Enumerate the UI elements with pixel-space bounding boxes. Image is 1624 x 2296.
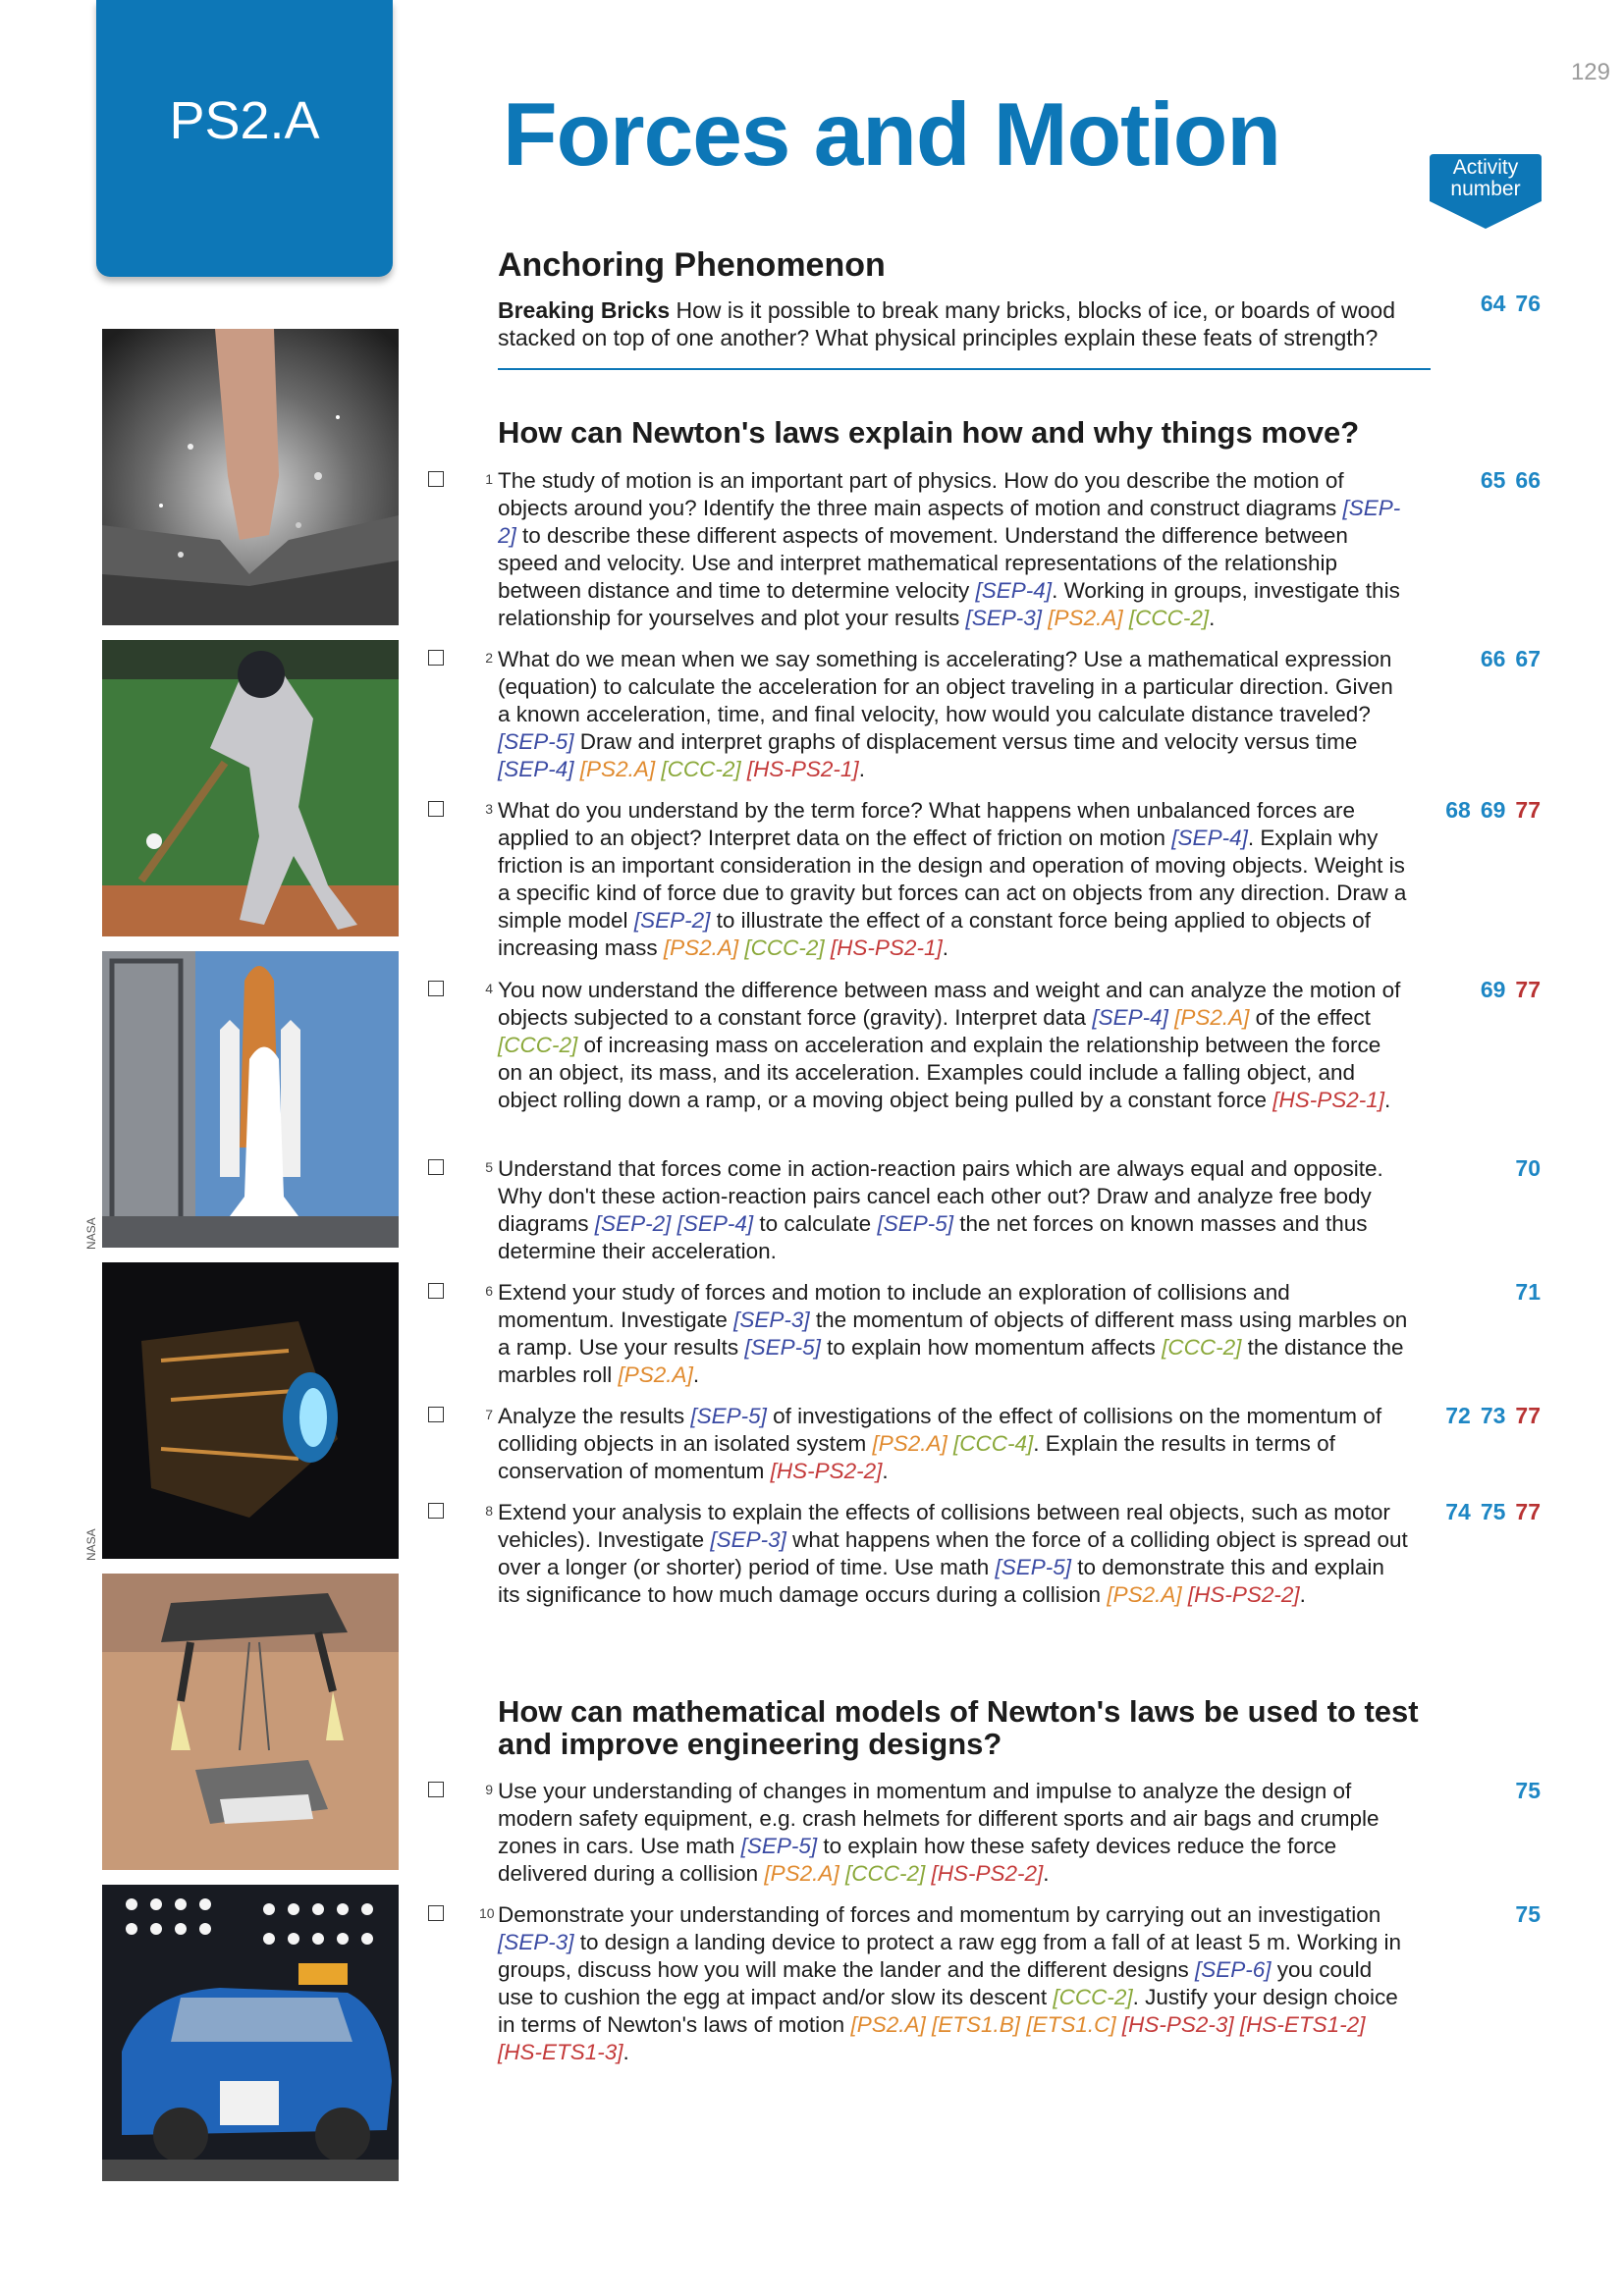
- item-checkbox[interactable]: [428, 1283, 444, 1299]
- photo-credit: NASA: [84, 1217, 98, 1250]
- item-text-run: to explain how these safety devices reduce the force delivered during a collision: [498, 1834, 1337, 1886]
- activity-number[interactable]: 75: [1515, 1901, 1541, 1927]
- item-text-run: .: [858, 757, 865, 781]
- item-number: 7: [485, 1407, 493, 1422]
- item-text: [498, 1901, 1411, 2066]
- standard-tag: [CCC-4]: [953, 1431, 1034, 1456]
- anchoring-lead: Breaking Bricks: [498, 297, 671, 323]
- standard-tag: [SEP-2]: [633, 908, 711, 933]
- activity-numbers: [1435, 797, 1541, 824]
- activity-numbers: [1505, 1279, 1541, 1306]
- item-text-run: of increasing mass on acceleration and explain the relationship between the force on an object, its mass, and its acceleration. Examples could include a falling object, and object rolling down a ramp, or a moving object being pulled by a constant force: [498, 1033, 1381, 1112]
- activity-number[interactable]: 77: [1515, 797, 1541, 823]
- item-checkbox[interactable]: [428, 1905, 444, 1921]
- standard-tag: [HS-ETS1-3]: [498, 2040, 623, 2064]
- activity-number[interactable]: 73: [1480, 1403, 1506, 1428]
- photo-sky-crane: [102, 1574, 399, 1870]
- standard-tag: [SEP-4]: [1171, 826, 1248, 850]
- item-text: [498, 1155, 1411, 1265]
- item-number: 8: [485, 1503, 493, 1519]
- standard-tag: [SEP-3]: [498, 1930, 574, 1954]
- item-number: 2: [485, 650, 493, 666]
- item-text-run: .: [692, 1362, 700, 1387]
- activity-numbers: [1471, 977, 1541, 1003]
- item-text-run: to demonstrate this and explain its significance to how much damage occurs during a collision: [498, 1555, 1384, 1607]
- standard-tag: [PS2.A]: [1048, 606, 1123, 630]
- page-title: Forces and Motion: [503, 85, 1280, 185]
- activity-number[interactable]: 64: [1480, 291, 1506, 316]
- activity-number[interactable]: 66: [1515, 467, 1541, 493]
- photo-ion-thruster: [102, 1262, 399, 1559]
- item-text: [498, 1499, 1411, 1609]
- anchoring-text: [498, 296, 1431, 351]
- standard-tag: [PS2.A]: [579, 757, 656, 781]
- item-checkbox[interactable]: [428, 801, 444, 817]
- item-text-run: .: [942, 935, 948, 960]
- activity-number[interactable]: 69: [1480, 977, 1506, 1002]
- item-text: [498, 1778, 1411, 1888]
- standard-tag: [SEP-5]: [995, 1555, 1071, 1579]
- item-text-run: to design a landing device to protect a raw egg from a fall of at least 5 m. Working in groups, discuss how you will make the lander and the different designs: [498, 1930, 1402, 1982]
- item-text-run: Analyze the results: [498, 1404, 691, 1428]
- standard-tag: [SEP-3]: [965, 606, 1043, 630]
- standard-tag: [SEP-5]: [877, 1211, 953, 1236]
- standard-tag: [SEP-2]: [498, 496, 1401, 548]
- item-text: [498, 467, 1411, 632]
- item-text-run: .: [882, 1459, 889, 1483]
- activity-numbers: [1505, 1778, 1541, 1804]
- standard-tag: [HS-PS2-1]: [1272, 1088, 1384, 1112]
- standard-tag: [ETS1.C]: [1026, 2012, 1116, 2037]
- item-number: 3: [485, 801, 493, 817]
- item-text-run: of the effect: [1249, 1005, 1371, 1030]
- standard-tag: [SEP-5]: [498, 729, 574, 754]
- photo-baseball-batter: [102, 640, 399, 936]
- standard-tag: [SEP-4]: [498, 757, 574, 781]
- standard-tag: [PS2.A]: [1174, 1005, 1250, 1030]
- activity-number[interactable]: 68: [1445, 797, 1471, 823]
- activity-number[interactable]: 76: [1515, 291, 1541, 316]
- item-text-run: you could use to cushion the egg at impact and/or slow its descent: [498, 1957, 1373, 2009]
- activity-number[interactable]: 75: [1480, 1499, 1506, 1524]
- topic-code: PS2.A: [169, 91, 320, 150]
- activity-number[interactable]: 77: [1515, 977, 1541, 1002]
- standard-tag: [SEP-4]: [677, 1211, 754, 1236]
- item-text-run: to describe these different aspects of movement. Understand the difference between speed and velocity. Use and interpret mathematical representations of the relationship between distance and time to determine velocity: [498, 523, 1348, 603]
- item-text-run: Understand that forces come in action-reaction pairs which are always equal and opposite. Why don't these action-reaction pairs cancel each other out? Draw and analyze free body diagrams: [498, 1156, 1383, 1236]
- standard-tag: [PS2.A]: [764, 1861, 839, 1886]
- activity-numbers: [1471, 467, 1541, 494]
- item-checkbox[interactable]: [428, 1159, 444, 1175]
- standard-tag: [CCC-2]: [1128, 606, 1210, 630]
- photo-credit: NASA: [84, 1528, 98, 1561]
- activity-numbers: [1505, 1155, 1541, 1182]
- standard-tag: [CCC-2]: [1053, 1985, 1133, 2009]
- standard-tag: [SEP-4]: [1092, 1005, 1168, 1030]
- item-text-run: You now understand the difference between mass and weight and can analyze the motion of objects subjected to a constant force (gravity). Interpret data: [498, 978, 1401, 1030]
- item-number: 9: [485, 1782, 493, 1797]
- standard-tag: [SEP-3]: [733, 1308, 810, 1332]
- topic-tab: [96, 0, 393, 277]
- anchoring-body: How is it possible to break many bricks, blocks of ice, or boards of wood stacked on top of one another? What physical principles explain these feats of strength?: [498, 297, 1396, 350]
- standard-tag: [SEP-2]: [594, 1211, 672, 1236]
- item-text-run: .: [1043, 1861, 1050, 1886]
- item-text-run: .: [623, 2040, 629, 2064]
- activity-number[interactable]: 70: [1515, 1155, 1541, 1181]
- activity-numbers: [1505, 1901, 1541, 1928]
- standard-tag: [HS-PS2-2]: [1187, 1582, 1300, 1607]
- activity-number[interactable]: 66: [1480, 646, 1506, 671]
- activity-number[interactable]: 77: [1515, 1499, 1541, 1524]
- anchoring-heading: Anchoring Phenomenon: [498, 246, 886, 284]
- item-checkbox[interactable]: [428, 1407, 444, 1422]
- item-text-run: What do you understand by the term force? What happens when unbalanced forces are applied to an object? Interpret data on the effect of friction on motion: [498, 798, 1356, 850]
- photo-space-shuttle: [102, 951, 399, 1248]
- standard-tag: [CCC-2]: [844, 1861, 926, 1886]
- standard-tag: [SEP-4]: [975, 578, 1053, 603]
- section-heading: How can Newton's laws explain how and why things move?: [498, 415, 1360, 450]
- item-text-run: Use your understanding of changes in momentum and impulse to analyze the design of modern safety equipment, e.g. crash helmets for different sports and air bags and crumple zones in cars. Use math: [498, 1779, 1380, 1858]
- item-text: [498, 646, 1411, 783]
- item-text-run: Demonstrate your understanding of forces and momentum by carrying out an investigation: [498, 1902, 1381, 1927]
- item-text-run: .: [1209, 606, 1216, 630]
- activity-numbers: [1435, 1403, 1541, 1429]
- activity-number-badge: [1430, 154, 1542, 229]
- standard-tag: [HS-PS2-2]: [770, 1459, 883, 1483]
- item-number: 6: [485, 1283, 493, 1299]
- standard-tag: [ETS1.B]: [932, 2012, 1021, 2037]
- standard-tag: [PS2.A]: [663, 935, 739, 960]
- item-text-run: . Working in groups, investigate this relationship for yourselves and plot your results: [498, 578, 1400, 630]
- activity-numbers: [1471, 646, 1541, 672]
- item-checkbox[interactable]: [428, 1782, 444, 1797]
- photo-karate-chop: [102, 329, 399, 625]
- item-text-run: Extend your analysis to explain the effects of collisions between real objects, such as motor vehicles). Investigate: [498, 1500, 1390, 1552]
- activity-number[interactable]: 74: [1445, 1499, 1471, 1524]
- item-text-run: the distance the marbles roll: [498, 1335, 1404, 1387]
- standard-tag: [SEP-3]: [710, 1527, 786, 1552]
- item-checkbox[interactable]: [428, 471, 444, 487]
- item-text: [498, 1279, 1411, 1389]
- standard-tag: [HS-PS2-2]: [931, 1861, 1044, 1886]
- item-text-run: The study of motion is an important part of physics. How do you describe the motion of objects around you? Identify the three main aspects of motion and construct diagrams: [498, 468, 1344, 520]
- standard-tag: [SEP-6]: [1195, 1957, 1272, 1982]
- standard-tag: [PS2.A]: [850, 2012, 926, 2037]
- activity-number[interactable]: 67: [1515, 646, 1541, 671]
- item-text-run: the momentum of objects of different mass using marbles on a ramp. Use your results: [498, 1308, 1408, 1360]
- activity-number[interactable]: 72: [1445, 1403, 1471, 1428]
- section-heading: How can mathematical models of Newton's laws be used to test and improve engineering designs?: [498, 1694, 1419, 1761]
- item-text: [498, 797, 1411, 962]
- item-text-run: Extend your study of forces and motion to include an exploration of collisions and momentum. Investigate: [498, 1280, 1290, 1332]
- item-text: [498, 1403, 1411, 1485]
- standard-tag: [CCC-2]: [1162, 1335, 1242, 1360]
- standard-tag: [HS-PS2-3]: [1121, 2012, 1234, 2037]
- standard-tag: [HS-PS2-1]: [746, 757, 859, 781]
- page-number: 129: [1570, 59, 1610, 85]
- item-text-run: to explain how momentum affects: [820, 1335, 1163, 1360]
- divider: [498, 368, 1431, 370]
- standard-tag: [PS2.A]: [1107, 1582, 1182, 1607]
- activity-numbers: [1435, 1499, 1541, 1525]
- photo-crash-test: [102, 1885, 399, 2181]
- standard-tag: [HS-ETS1-2]: [1239, 2012, 1366, 2037]
- item-text-run: Draw and interpret graphs of displacement versus time and velocity versus time: [573, 729, 1358, 754]
- item-text-run: of investigations of the effect of collisions on the momentum of colliding objects in an isolated system: [498, 1404, 1382, 1456]
- standard-tag: [HS-PS2-1]: [830, 935, 943, 960]
- standard-tag: [CCC-2]: [744, 935, 825, 960]
- item-text-run: .: [1384, 1088, 1391, 1112]
- standard-tag: [PS2.A]: [872, 1431, 947, 1456]
- standard-tag: [SEP-5]: [740, 1834, 818, 1858]
- item-text-run: to illustrate the effect of a constant force being applied to objects of increasing mass: [498, 908, 1371, 960]
- standard-tag: [CCC-2]: [498, 1033, 578, 1057]
- item-text-run: to calculate: [753, 1211, 878, 1236]
- item-number: 4: [485, 981, 493, 996]
- activity-number[interactable]: 65: [1480, 467, 1506, 493]
- item-checkbox[interactable]: [428, 1503, 444, 1519]
- item-text-run: . Explain the results in terms of conservation of momentum: [498, 1431, 1335, 1483]
- item-number: 5: [485, 1159, 493, 1175]
- item-checkbox[interactable]: [428, 981, 444, 996]
- activity-number-label: Activity number: [1450, 156, 1521, 200]
- item-text: [498, 977, 1411, 1114]
- activity-number[interactable]: 77: [1515, 1403, 1541, 1428]
- item-text-run: .: [1299, 1582, 1306, 1607]
- activity-number[interactable]: 71: [1515, 1279, 1541, 1305]
- standard-tag: [SEP-5]: [744, 1335, 821, 1360]
- standard-tag: [PS2.A]: [618, 1362, 693, 1387]
- anchoring-activity-numbers: [1471, 291, 1541, 317]
- item-text-run: What do we mean when we say something is accelerating? Use a mathematical expression (equation) to calculate the acceleration for an object traveling in a particular direction. Given a known acceleration, time, and final velocity, how would you calculate distance traveled?: [498, 647, 1393, 726]
- item-checkbox[interactable]: [428, 650, 444, 666]
- item-text-run: . Justify your design choice in terms of Newton's laws of motion: [498, 1985, 1398, 2037]
- activity-number[interactable]: 69: [1480, 797, 1506, 823]
- item-text-run: the net forces on known masses and thus determine their acceleration.: [498, 1211, 1368, 1263]
- item-number: 10: [479, 1905, 495, 1921]
- item-number: 1: [485, 471, 493, 487]
- standard-tag: [CCC-2]: [661, 757, 741, 781]
- activity-number[interactable]: 75: [1515, 1778, 1541, 1803]
- item-text-run: . Explain why friction is an important consideration in the design and operation of moving objects. Weight is a specific kind of force due to gravity but forces can act on objects from any direction. Draw a simple model: [498, 826, 1407, 933]
- standard-tag: [SEP-5]: [690, 1404, 767, 1428]
- item-text-run: what happens when the force of a colliding object is spread out over a longer (or shorter) period of time. Use math: [498, 1527, 1408, 1579]
